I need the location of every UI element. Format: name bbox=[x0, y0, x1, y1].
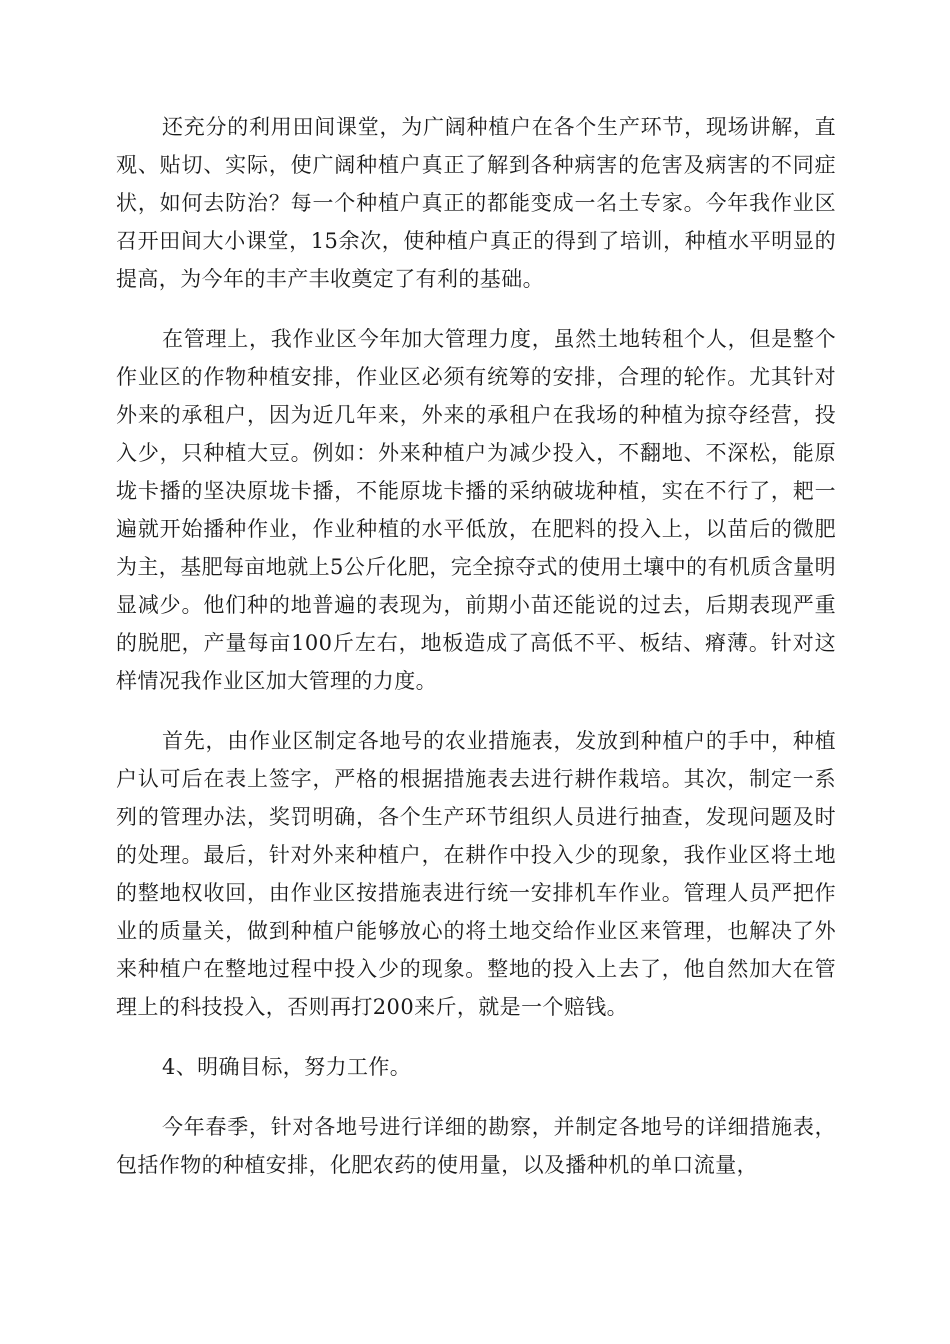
paragraph-field-classroom: 还充分的利用田间课堂，为广阔种植户在各个生产环节，现场讲解，直观、贴切、实际，使广阔种植户真正了解到各种病害的危害及病害的不同症状，如何去防治？每一个种植户真正的都能变成一名土专家。今年我作业区召开田间大小课堂，15余次，使种植户真正的得到了培训，种植水平明显的提高，为今年的丰产丰收奠定了有利的基础。 bbox=[116, 115, 836, 291]
section-heading-goals: 4、明确目标，努力工作。 bbox=[162, 1055, 412, 1079]
paragraph-management: 在管理上，我作业区今年加大管理力度，虽然土地转租个人，但是整个作业区的作物种植安排，作业区必须有统筹的安排，合理的轮作。尤其针对外来的承租户，因为近几年来，外来的承租户在我场的种植为掠夺经营，投入少，只种植大豆。例如：外来种植户为减少投入，不翻地、不深松，能原垅卡播的坚决原垅卡播，不能原垅卡播的采纳破垅种植，实在不行了，耙一遍就开始播种作业，作业种植的水平低放，在肥料的投入上，以苗后的微肥为主，基肥每亩地就上5公斤化肥，完全掠夺式的使用土壤中的有机质含量明显减少。他们种的地普遍的表现为，前期小苗还能说的过去，后期表现严重的脱肥，产量每亩100斤左右，地板造成了高低不平、板结、瘠薄。针对这样情况我作业区加大管理的力度。 bbox=[116, 327, 836, 693]
paragraph-spring-survey: 今年春季，针对各地号进行详细的勘察，并制定各地号的详细措施表，包括作物的种植安排，化肥农药的使用量，以及播种机的单口流量， bbox=[116, 1115, 836, 1177]
document-body bbox=[116, 108, 836, 1206]
paragraph-measures: 首先，由作业区制定各地号的农业措施表，发放到种植户的手中，种植户认可后在表上签字，严格的根据措施表去进行耕作栽培。其次，制定一系列的管理办法，奖罚明确，各个生产环节组织人员进行抽查，发现问题及时的处理。最后，针对外来种植户，在耕作中投入少的现象，我作业区将土地的整地权收回，由作业区按措施表进行统一安排机车作业。管理人员严把作业的质量关，做到种植户能够放心的将土地交给作业区来管理，也解决了外来种植户在整地过程中投入少的现象。整地的投入上去了，他自然加大在管理上的科技投入，否则再打200来斤，就是一个赔钱。 bbox=[116, 729, 836, 1019]
